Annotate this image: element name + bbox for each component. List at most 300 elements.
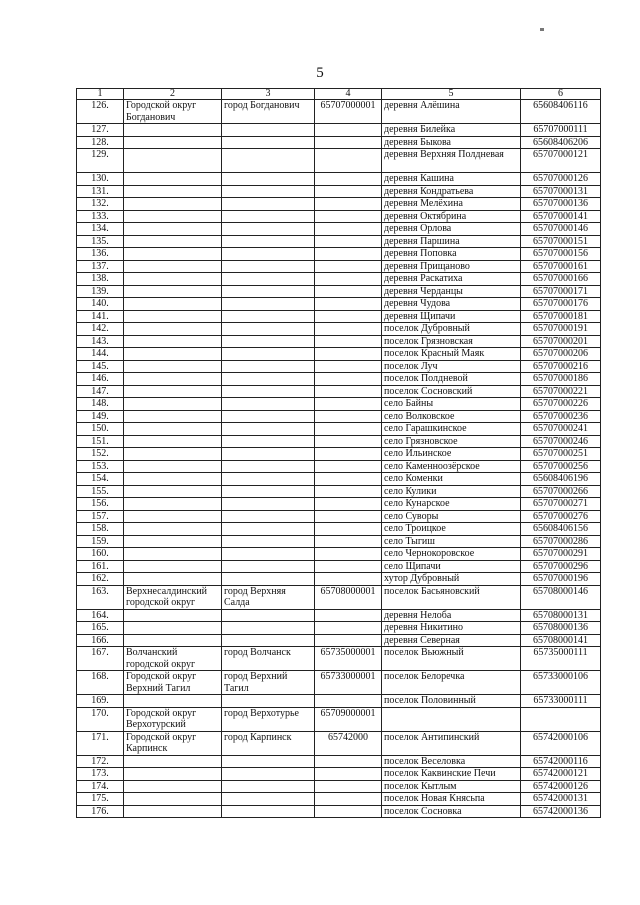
district-cell: Городской округ Верхний Тагил [124, 671, 222, 695]
settlement-code-cell: 65608406196 [521, 473, 601, 486]
table-row [77, 198, 601, 211]
row-number: 154. [77, 473, 124, 486]
district-cell [124, 335, 222, 348]
settlement-code-cell: 65742000126 [521, 780, 601, 793]
district-cell: Городской округ Богданович [124, 100, 222, 124]
district-cell [124, 498, 222, 511]
settlement-cell: деревня Прищаново [382, 260, 521, 273]
settlement-code-cell: 65742000106 [521, 731, 601, 755]
oktmo-code-cell [315, 373, 382, 386]
settlement-cell: деревня Кондратьева [382, 185, 521, 198]
oktmo-code-cell [315, 173, 382, 186]
settlement-cell: деревня Черданцы [382, 285, 521, 298]
settlement-code-cell: 65707000186 [521, 373, 601, 386]
city-cell [222, 260, 315, 273]
oktmo-code-cell [315, 198, 382, 211]
city-cell [222, 235, 315, 248]
table-row [77, 573, 601, 586]
settlement-register-table [76, 88, 601, 818]
row-number: 153. [77, 460, 124, 473]
district-cell [124, 298, 222, 311]
row-number: 127. [77, 124, 124, 137]
row-number: 152. [77, 448, 124, 461]
city-cell [222, 410, 315, 423]
city-cell [222, 485, 315, 498]
oktmo-code-cell [315, 768, 382, 781]
row-number: 150. [77, 423, 124, 436]
settlement-cell: поселок Кытлым [382, 780, 521, 793]
oktmo-code-cell: 65708000001 [315, 585, 382, 609]
city-cell [222, 273, 315, 286]
oktmo-code-cell [315, 793, 382, 806]
settlement-cell: деревня Северная [382, 634, 521, 647]
column-header: 4 [315, 89, 382, 100]
row-number: 155. [77, 485, 124, 498]
oktmo-code-cell [315, 560, 382, 573]
district-cell [124, 634, 222, 647]
oktmo-code-cell: 65709000001 [315, 707, 382, 731]
row-number: 136. [77, 248, 124, 261]
table-row [77, 473, 601, 486]
city-cell [222, 385, 315, 398]
settlement-code-cell: 65707000141 [521, 210, 601, 223]
table-row [77, 323, 601, 336]
settlement-code-cell: 65707000216 [521, 360, 601, 373]
table-row [77, 149, 601, 173]
oktmo-code-cell [315, 248, 382, 261]
oktmo-code-cell: 65742000 [315, 731, 382, 755]
table-row [77, 695, 601, 708]
oktmo-code-cell [315, 348, 382, 361]
table-row [77, 248, 601, 261]
settlement-code-cell: 65707000171 [521, 285, 601, 298]
district-cell [124, 510, 222, 523]
row-number: 159. [77, 535, 124, 548]
table-body [77, 100, 601, 818]
city-cell: город Верхотурье [222, 707, 315, 731]
settlement-cell: село Кунарское [382, 498, 521, 511]
row-number: 175. [77, 793, 124, 806]
table-row [77, 260, 601, 273]
settlement-code-cell: 65707000266 [521, 485, 601, 498]
district-cell [124, 273, 222, 286]
district-cell [124, 423, 222, 436]
settlement-code-cell: 65735000111 [521, 647, 601, 671]
row-number: 168. [77, 671, 124, 695]
row-number: 156. [77, 498, 124, 511]
settlement-code-cell: 65707000146 [521, 223, 601, 236]
settlement-code-cell: 65707000236 [521, 410, 601, 423]
settlement-cell: село Щипачи [382, 560, 521, 573]
district-cell: Верхнесалдинский городской округ [124, 585, 222, 609]
oktmo-code-cell [315, 805, 382, 818]
row-number: 130. [77, 173, 124, 186]
settlement-cell: деревня Поповка [382, 248, 521, 261]
district-cell [124, 435, 222, 448]
table-row [77, 310, 601, 323]
row-number: 134. [77, 223, 124, 236]
column-header: 3 [222, 89, 315, 100]
settlement-cell: поселок Веселовка [382, 755, 521, 768]
city-cell [222, 423, 315, 436]
district-cell [124, 780, 222, 793]
city-cell [222, 695, 315, 708]
table-row [77, 805, 601, 818]
district-cell [124, 460, 222, 473]
city-cell [222, 398, 315, 411]
table-row [77, 385, 601, 398]
oktmo-code-cell [315, 210, 382, 223]
oktmo-code-cell [315, 185, 382, 198]
settlement-cell: поселок Полдневой [382, 373, 521, 386]
table-row [77, 235, 601, 248]
oktmo-code-cell [315, 273, 382, 286]
district-cell [124, 124, 222, 137]
oktmo-code-cell [315, 398, 382, 411]
district-cell [124, 398, 222, 411]
row-number: 131. [77, 185, 124, 198]
district-cell [124, 448, 222, 461]
city-cell [222, 805, 315, 818]
district-cell [124, 210, 222, 223]
city-cell [222, 149, 315, 173]
settlement-code-cell: 65707000151 [521, 235, 601, 248]
settlement-code-cell: 65608406116 [521, 100, 601, 124]
city-cell [222, 768, 315, 781]
row-number: 135. [77, 235, 124, 248]
oktmo-code-cell [315, 385, 382, 398]
oktmo-code-cell [315, 423, 382, 436]
city-cell [222, 460, 315, 473]
city-cell [222, 498, 315, 511]
oktmo-code-cell [315, 448, 382, 461]
oktmo-code-cell: 65733000001 [315, 671, 382, 695]
settlement-code-cell: 65733000111 [521, 695, 601, 708]
oktmo-code-cell [315, 780, 382, 793]
table-row [77, 448, 601, 461]
city-cell [222, 448, 315, 461]
settlement-code-cell: 65707000161 [521, 260, 601, 273]
row-number: 149. [77, 410, 124, 423]
settlement-code-cell: 65707000226 [521, 398, 601, 411]
settlement-cell [382, 707, 521, 731]
table-row [77, 298, 601, 311]
table-row [77, 136, 601, 149]
settlement-cell: деревня Раскатиха [382, 273, 521, 286]
city-cell [222, 136, 315, 149]
city-cell [222, 310, 315, 323]
settlement-code-cell [521, 707, 601, 731]
oktmo-code-cell [315, 136, 382, 149]
settlement-cell: село Ильинское [382, 448, 521, 461]
table-row [77, 423, 601, 436]
table-row [77, 707, 601, 731]
city-cell [222, 323, 315, 336]
row-number: 157. [77, 510, 124, 523]
district-cell [124, 348, 222, 361]
city-cell [222, 210, 315, 223]
settlement-cell: село Каменноозёрское [382, 460, 521, 473]
district-cell [124, 185, 222, 198]
settlement-code-cell: 65707000256 [521, 460, 601, 473]
settlement-code-cell: 65708000146 [521, 585, 601, 609]
settlement-code-cell: 65707000196 [521, 573, 601, 586]
settlement-cell: деревня Щипачи [382, 310, 521, 323]
district-cell [124, 410, 222, 423]
district-cell [124, 248, 222, 261]
settlement-cell: деревня Чудова [382, 298, 521, 311]
city-cell [222, 793, 315, 806]
row-number: 173. [77, 768, 124, 781]
table-row [77, 609, 601, 622]
settlement-code-cell: 65707000206 [521, 348, 601, 361]
city-cell [222, 510, 315, 523]
table-row [77, 634, 601, 647]
row-number: 143. [77, 335, 124, 348]
district-cell [124, 173, 222, 186]
oktmo-code-cell [315, 573, 382, 586]
table-row [77, 124, 601, 137]
settlement-cell: поселок Басьяновский [382, 585, 521, 609]
row-number: 151. [77, 435, 124, 448]
city-cell [222, 473, 315, 486]
settlement-code-cell: 65742000136 [521, 805, 601, 818]
city-cell [222, 185, 315, 198]
settlement-code-cell: 65707000296 [521, 560, 601, 573]
city-cell [222, 634, 315, 647]
row-number: 160. [77, 548, 124, 561]
table-row [77, 647, 601, 671]
oktmo-code-cell [315, 634, 382, 647]
city-cell: город Карпинск [222, 731, 315, 755]
city-cell: город Верхний Тагил [222, 671, 315, 695]
district-cell [124, 385, 222, 398]
city-cell [222, 173, 315, 186]
oktmo-code-cell [315, 298, 382, 311]
settlement-code-cell: 65707000181 [521, 310, 601, 323]
district-cell [124, 755, 222, 768]
settlement-cell: село Гарашкинское [382, 423, 521, 436]
scan-mark [540, 28, 544, 31]
oktmo-code-cell [315, 695, 382, 708]
settlement-code-cell: 65608406156 [521, 523, 601, 536]
oktmo-code-cell [315, 510, 382, 523]
settlement-cell: поселок Сосновский [382, 385, 521, 398]
settlement-cell: село Байны [382, 398, 521, 411]
oktmo-code-cell [315, 260, 382, 273]
settlement-cell: хутор Дубровный [382, 573, 521, 586]
table-row [77, 731, 601, 755]
oktmo-code-cell [315, 435, 382, 448]
oktmo-code-cell [315, 149, 382, 173]
settlement-code-cell: 65707000286 [521, 535, 601, 548]
column-header: 2 [124, 89, 222, 100]
column-header: 5 [382, 89, 521, 100]
city-cell [222, 348, 315, 361]
row-number: 169. [77, 695, 124, 708]
city-cell: город Волчанск [222, 647, 315, 671]
settlement-cell: деревня Билейка [382, 124, 521, 137]
oktmo-code-cell [315, 285, 382, 298]
city-cell [222, 548, 315, 561]
city-cell [222, 755, 315, 768]
settlement-cell: поселок Дубровный [382, 323, 521, 336]
city-cell [222, 435, 315, 448]
settlement-cell: село Кулики [382, 485, 521, 498]
table-row [77, 510, 601, 523]
settlement-code-cell: 65708000141 [521, 634, 601, 647]
city-cell [222, 535, 315, 548]
district-cell [124, 609, 222, 622]
table-row [77, 523, 601, 536]
row-number: 170. [77, 707, 124, 731]
settlement-cell: деревня Нелоба [382, 609, 521, 622]
settlement-cell: деревня Алёшина [382, 100, 521, 124]
settlement-code-cell: 65708000131 [521, 609, 601, 622]
oktmo-code-cell [315, 410, 382, 423]
district-cell [124, 793, 222, 806]
district-cell [124, 136, 222, 149]
oktmo-code-cell [315, 223, 382, 236]
row-number: 164. [77, 609, 124, 622]
district-cell [124, 373, 222, 386]
district-cell: Волчанский городской округ [124, 647, 222, 671]
oktmo-code-cell [315, 335, 382, 348]
settlement-cell: деревня Быкова [382, 136, 521, 149]
table-row [77, 100, 601, 124]
settlement-cell: поселок Каквинские Печи [382, 768, 521, 781]
district-cell: Городской округ Верхотурский [124, 707, 222, 731]
city-cell [222, 298, 315, 311]
oktmo-code-cell [315, 498, 382, 511]
column-header: 6 [521, 89, 601, 100]
page-number: 5 [316, 65, 324, 81]
table-row [77, 173, 601, 186]
settlement-cell: село Тыгиш [382, 535, 521, 548]
row-number: 140. [77, 298, 124, 311]
settlement-code-cell: 65707000111 [521, 124, 601, 137]
table-row [77, 410, 601, 423]
row-number: 137. [77, 260, 124, 273]
district-cell [124, 310, 222, 323]
city-cell [222, 360, 315, 373]
city-cell [222, 335, 315, 348]
table-row [77, 485, 601, 498]
district-cell [124, 149, 222, 173]
oktmo-code-cell [315, 548, 382, 561]
city-cell: город Верхняя Салда [222, 585, 315, 609]
table-row [77, 498, 601, 511]
row-number: 139. [77, 285, 124, 298]
city-cell [222, 285, 315, 298]
table-row [77, 185, 601, 198]
city-cell [222, 780, 315, 793]
district-cell [124, 535, 222, 548]
row-number: 142. [77, 323, 124, 336]
oktmo-code-cell: 65735000001 [315, 647, 382, 671]
table-row [77, 273, 601, 286]
row-number: 166. [77, 634, 124, 647]
settlement-code-cell: 65707000276 [521, 510, 601, 523]
settlement-code-cell: 65707000191 [521, 323, 601, 336]
settlement-code-cell: 65707000246 [521, 435, 601, 448]
table-row [77, 285, 601, 298]
city-cell: город Богданович [222, 100, 315, 124]
row-number: 147. [77, 385, 124, 398]
row-number: 138. [77, 273, 124, 286]
district-cell [124, 198, 222, 211]
oktmo-code-cell [315, 609, 382, 622]
row-number: 162. [77, 573, 124, 586]
row-number: 129. [77, 149, 124, 173]
district-cell [124, 285, 222, 298]
table-row [77, 768, 601, 781]
table-row [77, 548, 601, 561]
row-number: 126. [77, 100, 124, 124]
settlement-cell: поселок Половинный [382, 695, 521, 708]
city-cell [222, 223, 315, 236]
row-number: 158. [77, 523, 124, 536]
settlement-code-cell: 65707000156 [521, 248, 601, 261]
oktmo-code-cell [315, 755, 382, 768]
settlement-code-cell: 65608406206 [521, 136, 601, 149]
oktmo-code-cell [315, 360, 382, 373]
settlement-code-cell: 65707000241 [521, 423, 601, 436]
oktmo-code-cell [315, 460, 382, 473]
oktmo-code-cell [315, 535, 382, 548]
settlement-cell: деревня Паршина [382, 235, 521, 248]
oktmo-code-cell [315, 124, 382, 137]
row-number: 165. [77, 622, 124, 635]
row-number: 141. [77, 310, 124, 323]
district-cell [124, 768, 222, 781]
settlement-code-cell: 65707000126 [521, 173, 601, 186]
table-row [77, 348, 601, 361]
district-cell [124, 223, 222, 236]
table-row [77, 360, 601, 373]
settlement-code-cell: 65707000201 [521, 335, 601, 348]
settlement-cell: поселок Антипинский [382, 731, 521, 755]
settlement-code-cell: 65707000136 [521, 198, 601, 211]
settlement-cell: деревня Никитино [382, 622, 521, 635]
oktmo-code-cell [315, 485, 382, 498]
row-number: 174. [77, 780, 124, 793]
row-number: 163. [77, 585, 124, 609]
district-cell [124, 473, 222, 486]
settlement-cell: поселок Вьюжный [382, 647, 521, 671]
table-row [77, 793, 601, 806]
settlement-cell: поселок Красный Маяк [382, 348, 521, 361]
settlement-cell: село Троицкое [382, 523, 521, 536]
settlement-code-cell: 65707000176 [521, 298, 601, 311]
row-number: 172. [77, 755, 124, 768]
table-row [77, 335, 601, 348]
district-cell [124, 523, 222, 536]
settlement-cell: деревня Мелёхина [382, 198, 521, 211]
table-row [77, 223, 601, 236]
oktmo-code-cell [315, 310, 382, 323]
row-number: 176. [77, 805, 124, 818]
settlement-cell: деревня Кашина [382, 173, 521, 186]
oktmo-code-cell [315, 473, 382, 486]
table-row [77, 460, 601, 473]
city-cell [222, 573, 315, 586]
city-cell [222, 622, 315, 635]
table-row [77, 373, 601, 386]
district-cell [124, 323, 222, 336]
settlement-cell: деревня Орлова [382, 223, 521, 236]
city-cell [222, 609, 315, 622]
